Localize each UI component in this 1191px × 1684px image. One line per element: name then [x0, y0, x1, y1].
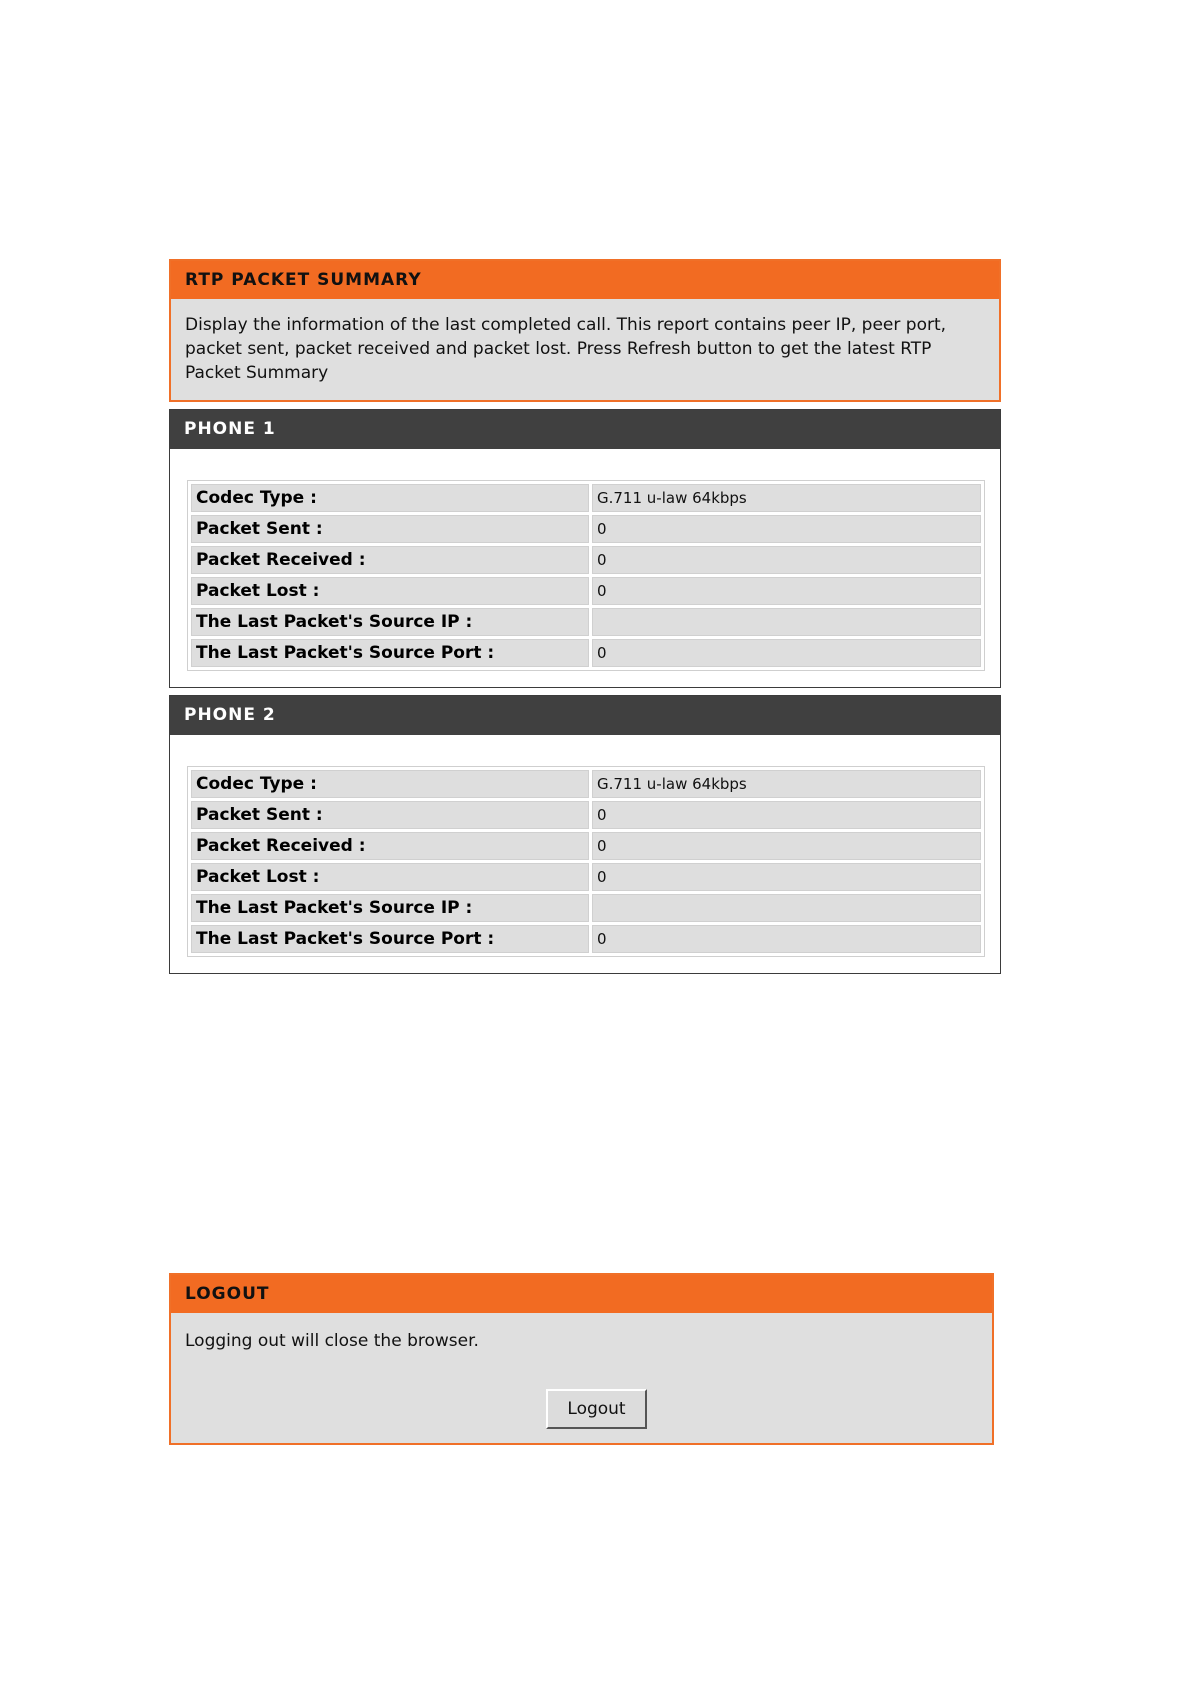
codec-type-value: G.711 u-law 64kbps [592, 484, 981, 512]
packet-received-label: Packet Received : [191, 546, 589, 574]
table-row [191, 863, 981, 891]
table-row [191, 894, 981, 922]
logout-description: Logging out will close the browser. [185, 1331, 479, 1351]
rtp-summary-title: RTP PACKET SUMMARY [171, 261, 999, 299]
table-row [191, 639, 981, 667]
source-port-label: The Last Packet's Source Port : [191, 925, 589, 953]
codec-type-label: Codec Type : [191, 484, 589, 512]
table-row [191, 801, 981, 829]
source-ip-value [592, 608, 981, 636]
logout-button[interactable]: Logout [546, 1389, 647, 1429]
source-ip-label: The Last Packet's Source IP : [191, 894, 589, 922]
table-row [191, 515, 981, 543]
source-ip-label: The Last Packet's Source IP : [191, 608, 589, 636]
phone-2-stats-table [187, 766, 985, 957]
table-row [191, 925, 981, 953]
table-row [191, 770, 981, 798]
table-row [191, 832, 981, 860]
rtp-summary-panel [169, 259, 1001, 402]
packet-received-value: 0 [592, 832, 981, 860]
source-port-value: 0 [592, 639, 981, 667]
packet-sent-value: 0 [592, 801, 981, 829]
phone-1-stats-table [187, 480, 985, 671]
packet-sent-label: Packet Sent : [191, 801, 589, 829]
phone-1-title: PHONE 1 [170, 410, 1000, 449]
packet-received-label: Packet Received : [191, 832, 589, 860]
table-row [191, 608, 981, 636]
phone-2-panel [169, 695, 1001, 974]
logout-panel [169, 1273, 994, 1445]
rtp-summary-description: Display the information of the last completed call. This report contains peer IP, peer port, packet sent, packet received and packet lost. Press Refresh button to get the latest RTP Packet Summary [185, 315, 947, 383]
packet-sent-value: 0 [592, 515, 981, 543]
source-port-label: The Last Packet's Source Port : [191, 639, 589, 667]
source-port-value: 0 [592, 925, 981, 953]
packet-lost-label: Packet Lost : [191, 863, 589, 891]
table-row [191, 484, 981, 512]
codec-type-value: G.711 u-law 64kbps [592, 770, 981, 798]
packet-lost-value: 0 [592, 577, 981, 605]
logout-title: LOGOUT [171, 1275, 992, 1313]
table-row [191, 577, 981, 605]
codec-type-label: Codec Type : [191, 770, 589, 798]
phone-2-title: PHONE 2 [170, 696, 1000, 735]
source-ip-value [592, 894, 981, 922]
packet-lost-label: Packet Lost : [191, 577, 589, 605]
table-row [191, 546, 981, 574]
phone-1-panel [169, 409, 1001, 688]
packet-received-value: 0 [592, 546, 981, 574]
packet-sent-label: Packet Sent : [191, 515, 589, 543]
packet-lost-value: 0 [592, 863, 981, 891]
